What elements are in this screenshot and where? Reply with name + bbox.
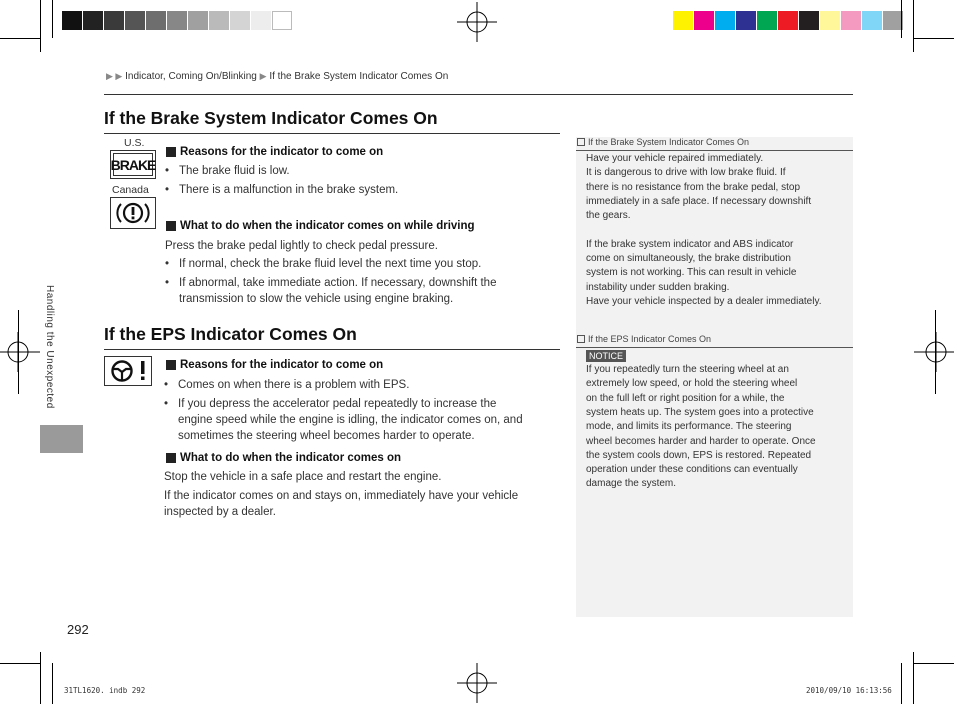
crop-mark xyxy=(935,310,936,394)
footer-file: 31TL1620. indb 292 xyxy=(64,686,146,695)
crop-mark xyxy=(40,652,41,704)
color-swatch xyxy=(146,11,167,30)
registration-crosshair xyxy=(457,663,497,703)
sidebar-text-line: Have your vehicle repaired immediately. xyxy=(586,153,764,164)
header-rule xyxy=(104,94,853,95)
note-marker-icon xyxy=(577,335,585,343)
color-swatch xyxy=(251,11,272,30)
notice-badge: NOTICE xyxy=(586,350,626,362)
sidebar-text-line: there is no resistance from the brake pedal, stop xyxy=(586,181,801,193)
color-swatch xyxy=(841,11,862,30)
color-swatch xyxy=(272,11,292,30)
heading-square-icon xyxy=(166,360,176,370)
sidebar-rule xyxy=(576,150,853,151)
color-swatch xyxy=(125,11,146,30)
heading-square-icon xyxy=(166,147,176,157)
list-item-text: If normal, check the brake fluid level the next time you stop. xyxy=(179,258,482,270)
heading-text: If the Brake System Indicator Comes On xyxy=(588,137,750,147)
sidebar-brake-heading xyxy=(577,137,749,147)
sidebar-text-line: system heats up. The system goes into a protective xyxy=(586,406,814,418)
sidebar-text-line: extremely low speed, or hold the steering wheel xyxy=(586,378,798,390)
gray-swatch-bar xyxy=(62,11,292,30)
color-swatch xyxy=(736,11,757,30)
list-item-text: Comes on when there is a problem with EPS. xyxy=(178,379,410,391)
brake-warning-icon xyxy=(110,150,156,179)
sidebar-text-line: If the brake system indicator and ABS indicator xyxy=(586,238,794,250)
heading-square-icon xyxy=(166,221,176,231)
brake-icon-text: BRAKE xyxy=(110,156,156,173)
list-item-text: If abnormal, take immediate action. If necessary, downshift the xyxy=(179,277,497,289)
list-item-text: There is a malfunction in the brake system. xyxy=(179,184,399,196)
list-item-continuation: engine speed while the engine is idling, the indicator comes on, and xyxy=(178,414,523,426)
heading-square-icon xyxy=(166,453,176,463)
crop-mark xyxy=(913,0,914,52)
crop-mark xyxy=(901,0,902,38)
registration-crosshair xyxy=(0,332,40,372)
color-swatch xyxy=(820,11,841,30)
sidebar-text-line: Have your vehicle inspected by a dealer immediately. xyxy=(586,296,822,307)
registration-crosshair xyxy=(914,332,954,372)
bullet-icon: • xyxy=(164,398,169,410)
sidebar-text-line: If you repeatedly turn the steering wheel at an xyxy=(586,364,789,375)
eps-action-text: inspected by a dealer. xyxy=(164,506,276,518)
breadcrumb-current: If the Brake System Indicator Comes On xyxy=(269,71,449,82)
crop-mark xyxy=(52,0,53,38)
sidebar-text-line: operation under these conditions can eventually xyxy=(586,464,798,476)
brake-section-title: If the Brake System Indicator Comes On xyxy=(104,108,438,128)
sidebar-text-line: It is dangerous to drive with low brake fluid. If xyxy=(586,167,786,179)
page-number: 292 xyxy=(67,622,89,637)
breadcrumb xyxy=(106,71,448,82)
bullet-icon: • xyxy=(165,165,170,177)
heading-text: Reasons for the indicator to come on xyxy=(180,146,384,158)
color-swatch xyxy=(757,11,778,30)
color-swatch xyxy=(778,11,799,30)
heading-text: Reasons for the indicator to come on xyxy=(180,359,384,371)
crop-mark xyxy=(914,663,954,664)
bullet-icon: • xyxy=(165,184,170,196)
color-swatch xyxy=(209,11,230,30)
list-item-continuation: sometimes the steering wheel becomes harder to operate. xyxy=(178,430,475,442)
canada-label: Canada xyxy=(112,184,149,196)
color-swatch xyxy=(167,11,188,30)
heading-text: What to do when the indicator comes on while driving xyxy=(180,220,475,232)
color-swatch xyxy=(694,11,715,30)
section-rule xyxy=(104,349,560,350)
list-item-continuation: transmission to slow the vehicle using engine braking. xyxy=(179,293,454,305)
crop-mark xyxy=(901,663,902,704)
sidebar-text-line: come on simultaneously, the brake distribution xyxy=(586,253,791,265)
sidebar-text-line: the gears. xyxy=(586,210,631,222)
footer-date: 2010/09/10 16:13:56 xyxy=(806,686,892,695)
color-swatch-bar xyxy=(673,11,904,30)
color-swatch xyxy=(799,11,820,30)
sidebar-rule xyxy=(576,347,853,348)
sidebar-text-line: damage the system. xyxy=(586,478,677,490)
crop-mark xyxy=(0,38,40,39)
sidebar-eps-heading xyxy=(577,334,711,344)
color-swatch xyxy=(83,11,104,30)
color-swatch xyxy=(104,11,125,30)
sidebar-text-line: instability under sudden braking. xyxy=(586,281,730,293)
sidebar-text-line: the system cools down, EPS is restored. Repeated xyxy=(586,449,812,461)
us-label: U.S. xyxy=(124,137,145,149)
bullet-icon: • xyxy=(165,277,170,289)
color-swatch xyxy=(188,11,209,30)
eps-reasons-heading xyxy=(166,359,383,371)
list-item-text: The brake fluid is low. xyxy=(179,165,290,177)
sidebar-text-line: wheel becomes harder and harder to operate. Once xyxy=(586,435,816,447)
color-swatch xyxy=(230,11,251,30)
brake-circle-exclamation-icon xyxy=(110,197,156,229)
eps-steering-warning-icon xyxy=(104,356,152,386)
registration-crosshair xyxy=(457,2,497,42)
section-rule xyxy=(104,133,560,134)
brake-action-heading xyxy=(166,220,475,232)
color-swatch xyxy=(673,11,694,30)
crop-mark xyxy=(0,663,40,664)
crop-mark xyxy=(914,38,954,39)
crop-mark xyxy=(18,310,19,394)
chapter-tab-label: Handling the Unexpected xyxy=(44,285,55,409)
color-swatch xyxy=(862,11,883,30)
crop-mark xyxy=(40,0,41,52)
eps-action-heading xyxy=(166,452,401,464)
brake-reasons-heading xyxy=(166,146,383,158)
breadcrumb-arrow-icon: ▶ xyxy=(259,71,267,81)
sidebar-text-line: system is not working. This can result in vehicle xyxy=(586,267,797,279)
crop-mark xyxy=(913,652,914,704)
bullet-icon: • xyxy=(165,258,170,270)
breadcrumb-parent[interactable]: Indicator, Coming On/Blinking xyxy=(125,71,257,82)
eps-section-title: If the EPS Indicator Comes On xyxy=(104,324,357,344)
sidebar-text-line: immediately in a safe place. If necessary downshift xyxy=(586,195,812,207)
eps-action-text: If the indicator comes on and stays on, immediately have your vehicle xyxy=(164,490,519,502)
note-marker-icon xyxy=(577,138,585,146)
chapter-tab-marker xyxy=(40,425,83,453)
heading-text: If the EPS Indicator Comes On xyxy=(588,334,712,344)
eps-action-text: Stop the vehicle in a safe place and restart the engine. xyxy=(164,471,442,483)
brake-action-intro: Press the brake pedal lightly to check pedal pressure. xyxy=(165,240,438,252)
color-swatch xyxy=(62,11,83,30)
sidebar-text-line: mode, and limits its performance. The steering xyxy=(586,421,792,433)
sidebar-text-line: on the full left or right position for a while, the xyxy=(586,392,785,404)
heading-text: What to do when the indicator comes on xyxy=(180,452,402,464)
breadcrumb-arrow-icon: ▶ ▶ xyxy=(106,71,123,81)
crop-mark xyxy=(52,663,53,704)
color-swatch xyxy=(715,11,736,30)
list-item-text: If you depress the accelerator pedal repeatedly to increase the xyxy=(178,398,497,410)
bullet-icon: • xyxy=(164,379,169,391)
